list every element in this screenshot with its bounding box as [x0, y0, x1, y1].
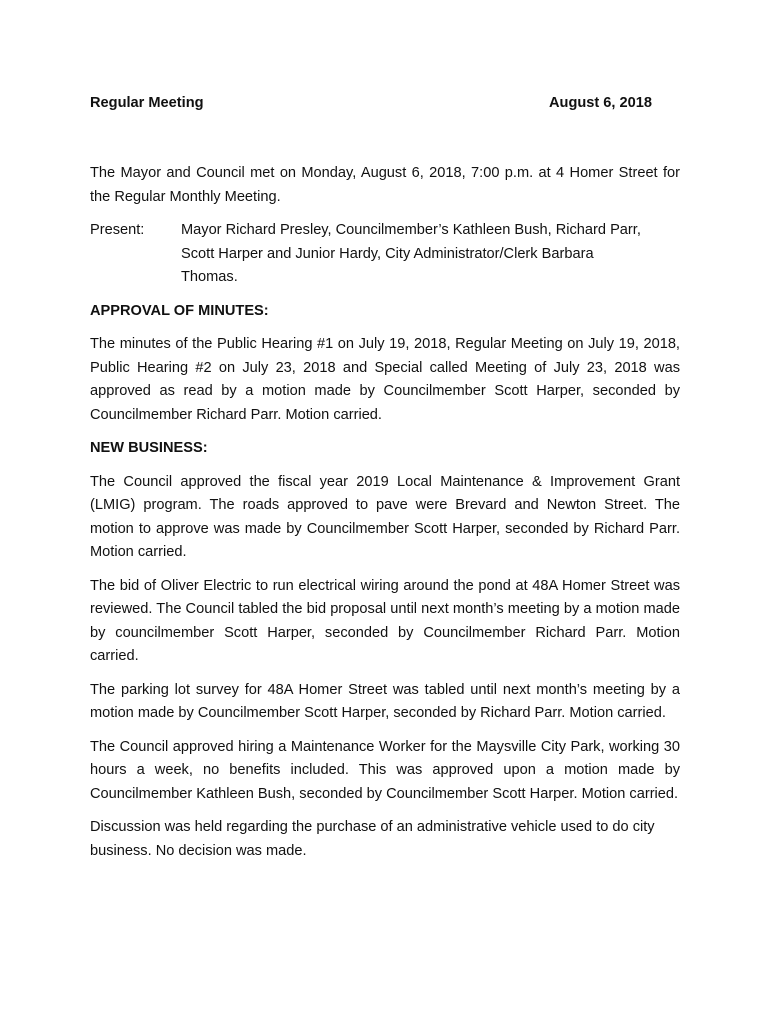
business-item-parking-survey: The parking lot survey for 48A Homer Street was tabled until next month’s meeting by a motion made by Councilmember Scott Harper, seconded by Richard Parr. Motion carried. — [90, 681, 680, 721]
new-business-heading: NEW BUSINESS: — [90, 440, 208, 456]
business-item-lmig: The Council approved the fiscal year 2019 Local Maintenance & Improvement Grant (LMIG) program. The roads approved to pave were Brevard and Newton Street. The motion to approve was made by Councilmember Scott Harper, seconded by Richard Parr. Motion carried. — [90, 473, 680, 560]
business-item-vehicle: Discussion was held regarding the purchase of an administrative vehicle used to do city business. No decision was made. — [90, 819, 655, 859]
approval-heading: APPROVAL OF MINUTES: — [90, 302, 269, 319]
minutes-page — [90, 92, 680, 873]
meeting-title: Regular Meeting — [90, 95, 204, 111]
business-item-maintenance-worker: The Council approved hiring a Maintenance Worker for the Maysville City Park, working 30 hours a week, no benefits included. This was approved upon a motion made by Councilmember Kathleen Bush, seconded by Councilmember Scott Harper. Motion carried. — [90, 738, 680, 802]
document-header — [90, 92, 680, 116]
attendance-block — [90, 219, 680, 290]
present-label: Present: — [90, 222, 145, 238]
present-list: Mayor Richard Presley, Councilmember’s Kathleen Bush, Richard Parr, Scott Harper and Junior Hardy, City Administrator/Clerk Barbara Thomas. — [181, 222, 641, 285]
business-item-electric-bid: The bid of Oliver Electric to run electrical wiring around the pond at 48A Homer Street was reviewed. The Council tabled the bid proposal until next month’s meeting by a motion made by councilmember Scott Harper, seconded by Councilmember Richard Parr. Motion carried. — [90, 577, 680, 664]
approval-paragraph: The minutes of the Public Hearing #1 on July 19, 2018, Regular Meeting on July 19, 2018, Public Hearing #2 on July 23, 2018 and Special called Meeting of July 23, 2018 was approved as read by a motion made by Councilmember Scott Harper, seconded by Councilmember Richard Parr. Motion carried. — [90, 336, 680, 423]
meeting-date: August 6, 2018 — [548, 95, 652, 111]
intro-paragraph: The Mayor and Council met on Monday, August 6, 2018, 7:00 p.m. at 4 Homer Street for the Regular Monthly Meeting. — [90, 165, 680, 205]
